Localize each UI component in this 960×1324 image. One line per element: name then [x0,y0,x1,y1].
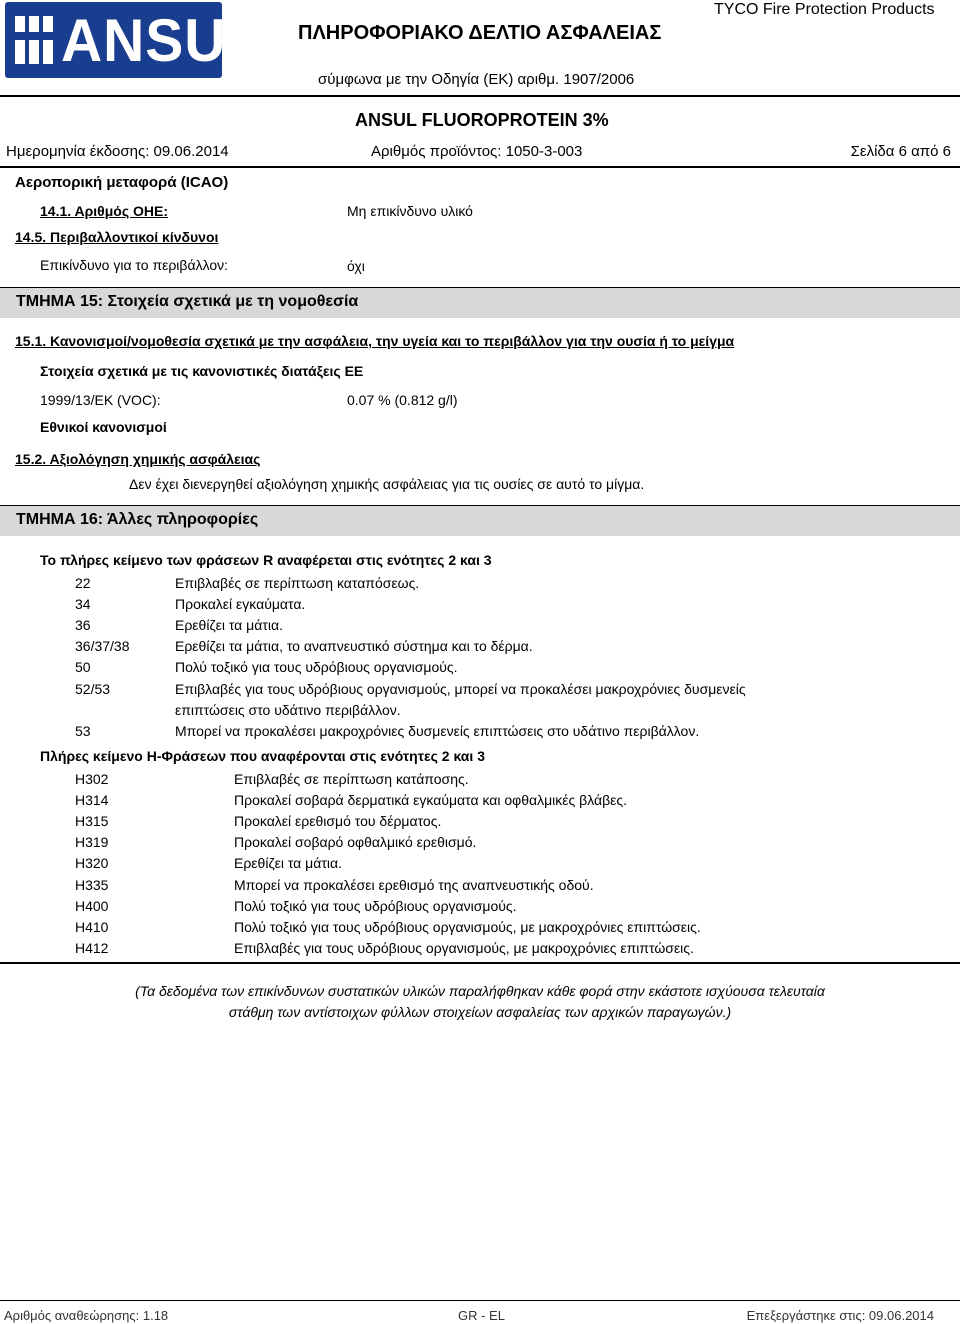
national-regulations-heading: Εθνικοί κανονισμοί [40,419,167,435]
ansul-logo [5,2,263,78]
source-note-line-1: (Τα δεδομένα των επικίνδυνων συστατικών υλικών παραλήφθηκαν κάθε φορά στην εκάστοτε ισχύουσα τελευταία [135,983,825,999]
section-15-title: ΤΜΗΜΑ 15: Στοιχεία σχετικά με τη νομοθεσία [16,293,359,310]
voc-value: 0.07 % (0.812 g/l) [347,392,458,408]
h-phrase-text: Επιβλαβές για τους υδρόβιους οργανισμούς, με μακροχρόνιες επιπτώσεις. [234,940,694,956]
h-phrase-text: Μπορεί να προκαλέσει ερεθισμό της αναπνευστικής οδού. [234,877,594,893]
r-phrase-text-continued: επιπτώσεις στο υδάτινο περιβάλλον. [175,702,401,718]
product-name: ANSUL FLUOROPROTEIN 3% [355,110,609,130]
source-note-line-2: στάθμη των αντίστοιχων φύλλων στοιχείων ασφαλείας των αρχικών παραγωγών.) [228,1004,732,1020]
air-transport-heading: Αεροπορική μεταφορά (ICAO) [15,174,229,191]
r-phrase-text: Πολύ τοξικό για τους υδρόβιους οργανισμούς. [175,659,458,675]
h-phrase-text: Ερεθίζει τα μάτια. [234,855,342,871]
document-title: ΠΛΗΡΟΦΟΡΙΑΚΟ ΔΕΛΤΙΟ ΑΣΦΑΛΕΙΑΣ [298,22,662,44]
header-divider [0,95,960,97]
h-phrase-code: H319 [75,834,109,850]
company-name: TYCO Fire Protection Products [714,1,935,18]
env-hazard-value: όχι [347,258,365,274]
revision-number: Αριθμός αναθεώρησης: 1.18 [4,1308,169,1323]
r-phrase-code: 34 [75,596,91,612]
r-phrase-code: 36 [75,617,91,633]
h-phrase-code: H320 [75,855,109,871]
footer-divider [0,1300,960,1301]
logo-text: ANSUL [61,7,263,74]
h-phrase-code: H410 [75,919,109,935]
r-phrase-text: Μπορεί να προκαλέσει μακροχρόνιες δυσμενείς επιπτώσεις στο υδάτινο περιβάλλον. [175,723,700,739]
h-phrase-text: Προκαλεί σοβαρά δερματικά εγκαύματα και οφθαλμικές βλάβες. [234,792,628,808]
h-phrase-code: H315 [75,813,109,829]
r-phrase-code: 22 [75,575,91,591]
locale-code: GR - EL [458,1308,505,1323]
section-16-header [0,505,960,536]
env-hazards-heading: 14.5. Περιβαλλοντικοί κίνδυνοι [15,229,219,245]
section-16-title: ΤΜΗΜΑ 16: Άλλες πληροφορίες [16,511,259,528]
r-phrase-text: Επιβλαβές για τους υδρόβιους οργανισμούς, μπορεί να προκαλέσει μακροχρόνιες δυσμενείς [175,681,746,697]
eu-regulations-heading: Στοιχεία σχετικά με τις κανονιστικές διατάξεις ΕΕ [40,363,364,379]
h-phrase-text: Προκαλεί ερεθισμό του δέρματος. [234,813,442,829]
h-phrase-code: H314 [75,792,109,808]
h-phrase-text: Πολύ τοξικό για τους υδρόβιους οργανισμούς. [234,898,517,914]
r-phrase-text: Προκαλεί εγκαύματα. [175,596,306,612]
env-hazard-label: Επικίνδυνο για το περιβάλλον: [40,257,229,273]
section-15-2-heading: 15.2. Αξιολόγηση χημικής ασφάλειας [15,451,261,467]
r-phrase-text: Ερεθίζει τα μάτια, το αναπνευστικό σύστημα και το δέρμα. [175,638,533,654]
h-phrase-code: H302 [75,771,109,787]
r-phrase-text: Επιβλαβές σε περίπτωση καταπόσεως. [175,575,420,591]
regulation-subtitle: σύμφωνα με την Οδηγία (ΕΚ) αριθμ. 1907/2006 [318,71,635,88]
h-phrase-code: H400 [75,898,109,914]
voc-label: 1999/13/ΕΚ (VOC): [40,392,161,408]
h-phrase-text: Πολύ τοξικό για τους υδρόβιους οργανισμούς, με μακροχρόνιες επιπτώσεις. [234,919,701,935]
chemical-safety-text: Δεν έχει διενεργηθεί αξιολόγηση χημικής ασφάλειας για τις ουσίες σε αυτό το μίγμα. [129,476,645,492]
r-phrase-code: 52/53 [75,681,111,697]
ansul-logo-mark-icon [13,12,55,68]
r-phrase-code: 36/37/38 [75,638,130,654]
product-number: Αριθμός προϊόντος: 1050-3-003 [371,143,583,160]
r-phrase-text: Ερεθίζει τα μάτια. [175,617,283,633]
h-phrase-text: Επιβλαβές σε περίπτωση κατάποσης. [234,771,469,787]
processed-date: Επεξεργάστηκε στις: 09.06.2014 [746,1308,934,1323]
h-phrase-code: H335 [75,877,109,893]
r-phrase-code: 53 [75,723,91,739]
un-number-label: 14.1. Αριθμός ΟΗΕ: [40,203,169,219]
section-15-1-heading: 15.1. Κανονισμοί/νομοθεσία σχετικά με την ασφάλεια, την υγεία και το περιβάλλον για την ουσία ή το μείγμα [15,333,735,349]
h-phrase-code: H412 [75,940,109,956]
r-phrases-heading: Το πλήρες κείμενο των φράσεων R αναφέρεται στις ενότητες 2 και 3 [40,552,492,568]
h-phrase-text: Προκαλεί σοβαρό οφθαλμικό ερεθισμό. [234,834,477,850]
page-number: Σελίδα 6 από 6 [850,143,951,160]
content-end-divider [0,962,960,964]
section-15-header [0,287,960,318]
issue-date: Ημερομηνία έκδοσης: 09.06.2014 [6,143,229,160]
header-bottom-divider [0,166,960,168]
r-phrase-code: 50 [75,659,91,675]
h-phrases-heading: Πλήρες κείμενο H-Φράσεων που αναφέρονται στις ενότητες 2 και 3 [40,748,485,764]
un-number-value: Μη επικίνδυνο υλικό [347,203,473,219]
